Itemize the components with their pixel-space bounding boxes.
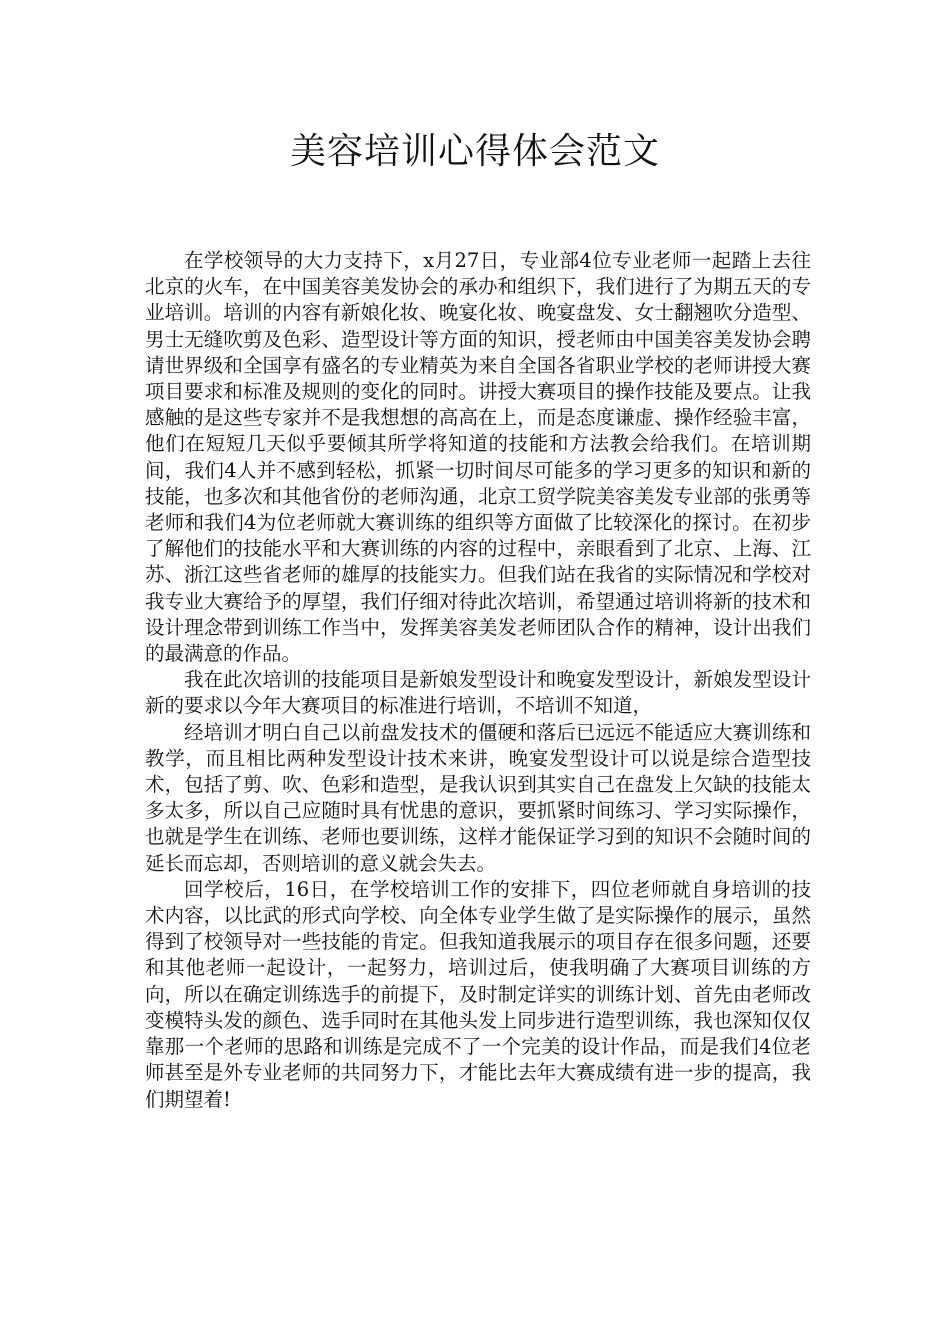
document-body (145, 248, 811, 1113)
paragraph-4: 回学校后，16日，在学校培训工作的安排下，四位老师就自身培训的技术内容，以比武的形式向学校、向全体专业学生做了是实际操作的展示，虽然得到了校领导对一些技能的肯定。但我知道我展示的项目存在很多问题，还要和其他老师一起设计，一起努力，培训过后，使我明确了大赛项目训练的方向，所以在确定训练选手的前提下，及时制定详实的训练计划、首先由老师改变模特头发的颜色、选手同时在其他头发上同步进行造型训练，我也深知仅仅靠那一个老师的思路和训练是完成不了一个完美的设计作品，而是我们4位老师甚至是外专业老师的共同努力下，才能比去年大赛成绩有进一步的提高，我们期望着! (145, 877, 811, 1111)
paragraph-3: 经培训才明白自己以前盘发技术的僵硬和落后已远远不能适应大赛训练和教学，而且相比两种发型设计技术来讲，晚宴发型设计可以说是综合造型技术，包括了剪、吹、色彩和造型，是我认识到其实自己在盘发上欠缺的技能太多太多，所以自己应随时具有忧患的意识，要抓紧时间练习、学习实际操作，也就是学生在训练、老师也要训练，这样才能保证学习到的知识不会随时间的延长而忘却，否则培训的意义就会失去。 (145, 720, 811, 875)
paragraph-2: 我在此次培训的技能项目是新娘发型设计和晚宴发型设计，新娘发型设计新的要求以今年大赛项目的标准进行培训，不培训不知道， (145, 668, 811, 718)
document-title: 美容培训心得体会范文 (289, 131, 660, 172)
paragraph-1: 在学校领导的大力支持下，x月27日，专业部4位专业老师一起踏上去往北京的火车，在中国美容美发协会的承办和组织下，我们进行了为期五天的专业培训。培训的内容有新娘化妆、晚宴化妆、晚宴盘发、女士翻翘吹分造型、男士无缝吹剪及色彩、造型设计等方面的知识，授老师由中国美容美发协会聘请世界级和全国享有盛名的专业精英为来自全国各省职业学校的老师讲授大赛项目要求和标准及规则的变化的同时。讲授大赛项目的操作技能及要点。让我感触的是这些专家并不是我想想的高高在上，而是态度谦虚、操作经验丰富，他们在短短几天似乎要倾其所学将知道的技能和方法教会给我们。在培训期间，我们4人并不感到轻松，抓紧一切时间尽可能多的学习更多的知识和新的技能，也多次和其他省份的老师沟通，北京工贸学院美容美发专业部的张勇等老师和我们4为位老师就大赛训练的组织等方面做了比较深化的探讨。在初步了解他们的技能水平和大赛训练的内容的过程中，亲眼看到了北京、上海、江苏、浙江这些省老师的雄厚的技能实力。但我们站在我省的实际情况和学校对我专业大赛给予的厚望，我们仔细对待此次培训，希望通过培训将新的技术和设计理念带到训练工作当中，发挥美容美发老师团队合作的精神，设计出我们的最满意的作品。 (145, 249, 811, 666)
